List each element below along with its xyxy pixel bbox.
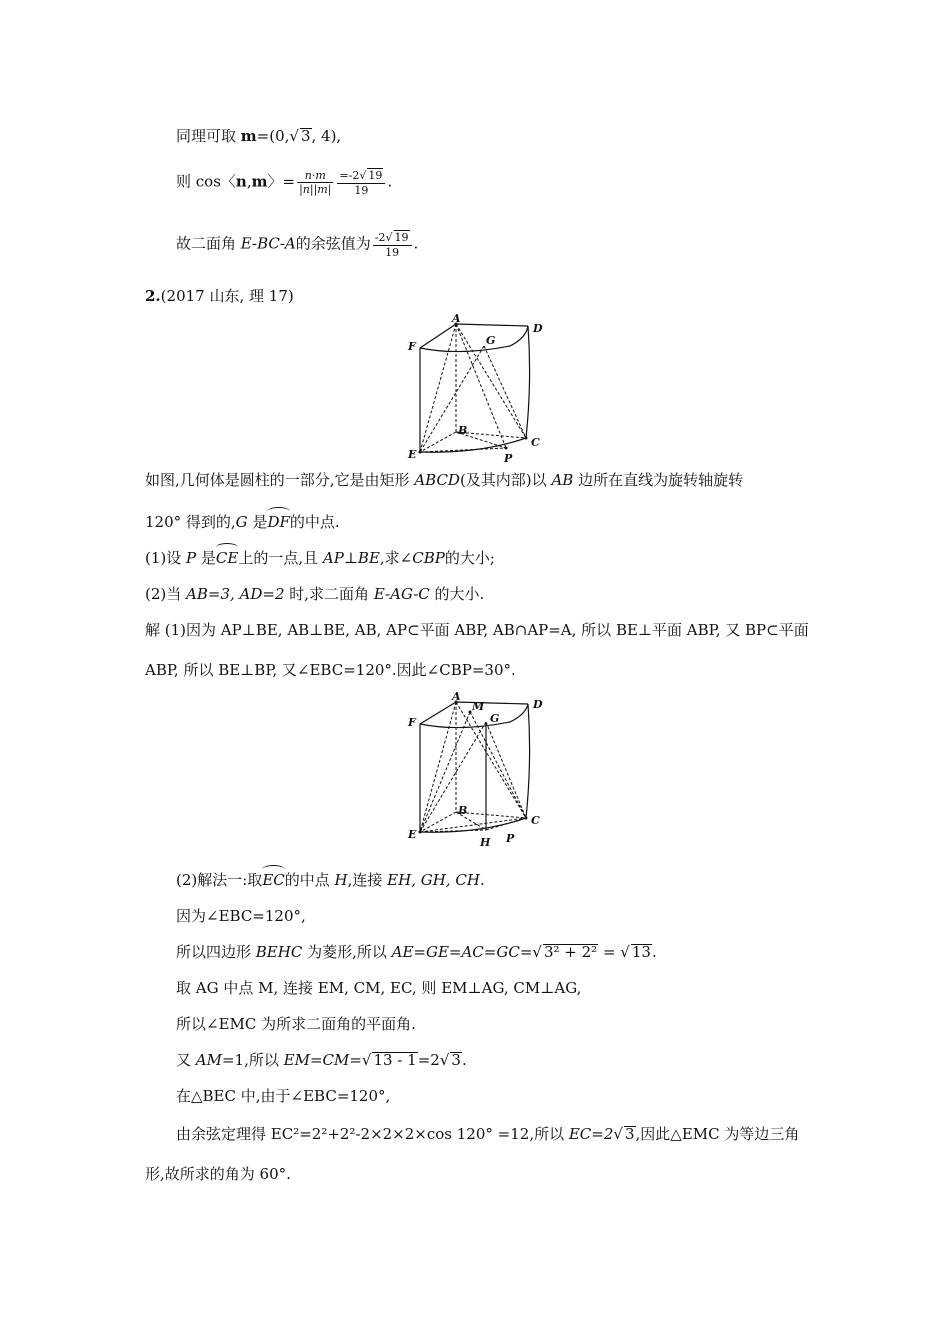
fraction <box>297 169 333 196</box>
radicand: 13 - 1 <box>373 1051 417 1069</box>
problem-statement-line-1 <box>145 470 743 490</box>
label-F: F <box>408 716 416 729</box>
text: 故二面角 <box>176 234 241 253</box>
text: =-2 <box>339 169 360 182</box>
radicand: 3 <box>451 1051 461 1069</box>
text: 为菱形,所以 <box>302 943 392 961</box>
label-F: F <box>408 340 416 353</box>
text: 又 <box>176 1051 196 1069</box>
equality: AE=GE=AC=GC= <box>391 943 533 961</box>
equality: EM=CM= <box>283 1051 362 1069</box>
label-C: C <box>531 814 540 827</box>
line-cos <box>176 168 392 197</box>
text: . <box>651 943 657 961</box>
arc-EC: EC <box>262 871 285 889</box>
numerator: -2√ 19 <box>373 230 412 246</box>
label-D: D <box>533 322 543 335</box>
segments: EH, GH, CH. <box>387 871 485 889</box>
figure-cylinder-1 <box>400 312 560 464</box>
label-G: G <box>486 334 496 347</box>
label-D: D <box>533 698 543 711</box>
text: 120° 得到的, <box>145 513 236 531</box>
label-A: A <box>452 312 461 325</box>
dihedral-angle: E-BC-A <box>240 234 296 253</box>
text: =1,所以 <box>221 1051 284 1069</box>
text: (1)设 <box>145 549 187 567</box>
text: -2 <box>374 231 386 244</box>
dihedral-angle: E-AG-C <box>373 585 430 603</box>
angle-CBP: CBP <box>412 549 445 567</box>
condition: AB=3, AD=2 <box>186 585 285 603</box>
text: =2 <box>417 1051 440 1069</box>
text: 的中点 <box>284 871 335 889</box>
text: 的大小. <box>429 585 485 603</box>
text: 〉 <box>267 172 283 191</box>
text: 的大小; <box>444 549 495 567</box>
radicand: 3 <box>624 1125 635 1143</box>
arc-DF: DF <box>267 513 290 531</box>
label-G: G <box>490 712 500 725</box>
fraction <box>373 230 412 259</box>
line-cosine-value <box>176 230 418 259</box>
solution-1-line-1: 解 (1)因为 AP⊥BE, AB⊥BE, AB, AP⊂平面 ABP, AB∩AP=A, 所以 BE⊥平面 ABP, 又 BP⊂平面 <box>145 621 809 639</box>
text: (2)解法一:取 <box>176 871 263 889</box>
label-P: P <box>504 452 513 464</box>
text: ,求∠ <box>379 549 413 567</box>
text: 边所在直线为旋转轴旋转 <box>573 471 744 489</box>
equality: EC=2 <box>568 1125 614 1143</box>
numerator: =-2√ 19 <box>337 168 385 184</box>
sub-question-2 <box>145 584 484 604</box>
text: 如图,几何体是圆柱的一部分,它是由矩形 <box>145 471 415 489</box>
text: = <box>282 172 296 191</box>
text: . <box>461 1051 467 1069</box>
label-B: B <box>458 804 468 817</box>
label-E: E <box>408 828 417 841</box>
solution-2-line-8: 由余弦定理得 EC²=2²+2²-2×2×2×cos 120° =12,所以 EC=2√ 3,因此△EMC 为等边三角 <box>176 1125 800 1143</box>
problem-statement-line-2 <box>145 512 340 532</box>
text: 上的一点,且 <box>238 549 323 567</box>
solution-2-line-3: 所以四边形 BEHC 为菱形,所以 AE=GE=AC=GC=√ 3² + 2² = √ 13. <box>176 943 657 961</box>
solution-2-line-9: 形,故所求的角为 60°. <box>145 1165 291 1183</box>
solution-1-line-2: ABP, 所以 BE⊥BP, 又∠EBC=120°.因此∠CBP=30°. <box>145 661 516 679</box>
radicand: 19 <box>368 169 383 182</box>
text: 同理可取 <box>176 127 241 145</box>
sub-question-1 <box>145 548 495 568</box>
text: 是 <box>247 513 268 531</box>
label-C: C <box>531 436 540 449</box>
text: 所以四边形 <box>176 943 256 961</box>
text: = <box>598 943 621 961</box>
radicand: 3 <box>300 127 311 145</box>
figure-cylinder-2 <box>400 690 560 850</box>
text: (2)当 <box>145 585 187 603</box>
rect-ABCD: ABCD <box>414 471 460 489</box>
solution-2-line-7: 在△BEC 中,由于∠EBC=120°, <box>176 1087 391 1105</box>
arc-CE: CE <box>215 549 239 567</box>
point-H: H <box>334 871 348 889</box>
denominator: 19 <box>354 184 369 197</box>
condition: AP⊥BE <box>322 549 380 567</box>
question-source: (2017 山东, 理 17) <box>160 287 294 305</box>
vector-m: m <box>240 127 257 145</box>
vector-n: n <box>235 172 247 191</box>
text: 则 cos <box>176 172 221 191</box>
question-2-header <box>145 286 294 306</box>
denominator: 19 <box>385 246 400 259</box>
text: (及其内部)以 <box>459 471 552 489</box>
solution-2-line-1 <box>176 870 485 890</box>
question-number: 2. <box>145 287 161 305</box>
point-P: P <box>186 549 197 567</box>
text: , <box>246 172 252 191</box>
label-E: E <box>408 448 417 461</box>
text: ,连接 <box>347 871 388 889</box>
solution-2-line-6: 又 AM=1,所以 EM=CM=√ 13 - 1=2√ 3. <box>176 1051 467 1069</box>
text: 时,求二面角 <box>284 585 374 603</box>
text: 由余弦定理得 EC²=2²+2²-2×2×2×cos 120° =12,所以 <box>176 1125 569 1143</box>
segment-AM: AM <box>195 1051 222 1069</box>
text: 的余弦值为 <box>295 234 371 253</box>
label-B: B <box>458 424 468 437</box>
denominator: |n||m| <box>299 183 332 196</box>
radicand: 13 <box>631 943 651 961</box>
rhombus-BEHC: BEHC <box>255 943 303 961</box>
edge-AB: AB <box>551 471 574 489</box>
label-H: H <box>480 836 491 849</box>
text: . <box>387 172 393 191</box>
radicand: 19 <box>394 231 409 244</box>
solution-2-line-4: 取 AG 中点 M, 连接 EM, CM, EC, 则 EM⊥AG, CM⊥AG, <box>176 979 582 997</box>
solution-2-line-2: 因为∠EBC=120°, <box>176 907 306 925</box>
label-M: M <box>472 700 485 713</box>
radicand: 3² + 2² <box>543 943 598 961</box>
text: , 4), <box>311 127 342 145</box>
fraction <box>337 168 385 197</box>
text: =(0, <box>256 127 290 145</box>
vector-m: m <box>251 172 268 191</box>
solution-2-line-5: 所以∠EMC 为所求二面角的平面角. <box>176 1015 416 1033</box>
numerator: n·m <box>297 169 333 183</box>
text: 〈 <box>220 172 236 191</box>
text: 的中点. <box>289 513 340 531</box>
point-G: G <box>235 513 248 531</box>
text: ,因此△EMC 为等边三角 <box>635 1125 800 1143</box>
label-P: P <box>506 832 515 845</box>
label-A: A <box>452 690 461 703</box>
line-vector-m: 同理可取 m=(0,√ 3, 4), <box>176 127 342 145</box>
text: 是 <box>196 549 216 567</box>
text: . <box>413 234 419 253</box>
